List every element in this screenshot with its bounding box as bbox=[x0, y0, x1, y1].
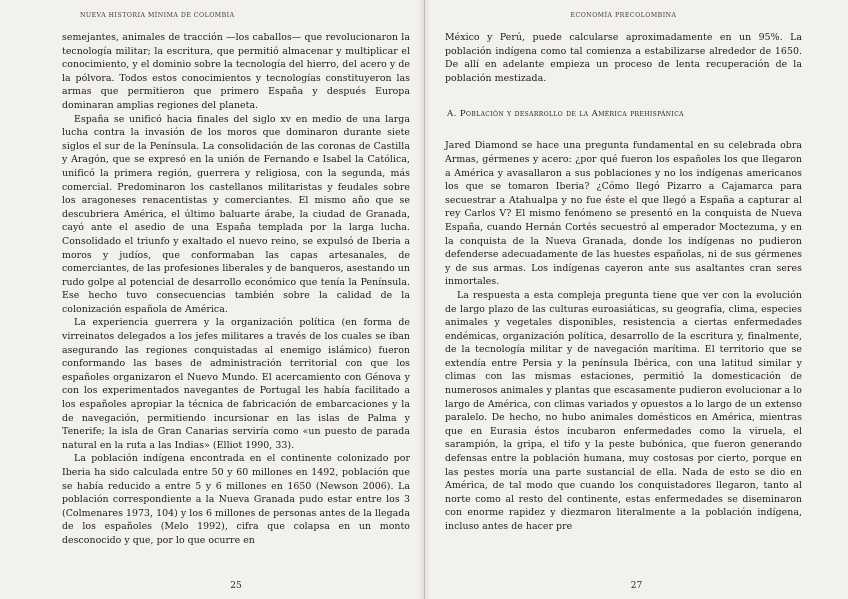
section-title: A. Población y desarrollo de la América prehispánica bbox=[447, 109, 684, 120]
paragraph: La respuesta a esta compleja pregunta tiene que ver con la evolución de largo plazo de las culturas euroasiáticas, su geografía, clima, especies animales y vegetales disponibles, resistencia a ciertas enfermedades endémicas, organización política, desarrollo de la escritura y, finalmente, de la tecnología militar y de navegación marítima. El territorio que se extendía entre Persia y la península Ibérica, con una latitud similar y climas con las mismas estaciones, permitió la domesticación de numerosos animales y plantas que escasamente pudieron evolucionar a lo largo de América, con climas variados y opuestos a lo largo de un extenso paralelo. De hecho, no hubo animales domésticos en América, mientras que en Eurasia éstos incubaron enfermedades como la viruela, el sarampión, la gripa, el tifo y la peste bubónica, que fueron generando defensas entre la población humana, muy costosas por cierto, porque en las pestes moría una parte sustancial de ella. Nada de esto se dio en América, de tal modo que cuando los conquistadores llegaron, tanto al norte como al resto del continente, estas enfermedades se diseminaron con enorme rapidez y diezmaron literalmente a la población indígena, incluso antes de hacer pre bbox=[445, 289, 802, 532]
paragraph: La experiencia guerrera y la organización política (en forma de virreinatos delegados a los jefes militares a través de los cuales se iban asegurando las regiones conquistadas al enemigo islámico) fueron conformando las bases de administración territorial con que los españoles organizaron el Nuevo Mundo. El acercamiento con Génova y con los experimentados navegantes de Portugal les había facilitado a los españoles apropiar la técnica de fabricación de embarcaciones y la de navegación, permitiendo incursionar en las islas de Palma y Tenerife; la isla de Gran Canarias serviría como «un puesto de parada natural en la ruta a las Indias» (Elliot 1990, 33). bbox=[62, 317, 410, 451]
paragraph: semejantes, animales de tracción —los caballos— que revolucionaron la tecnología militar; la escritura, que permitió almacenar y multiplicar el conocimiento, y el dominio sobre la tecnología del hierro, del acero y de la pólvora. Todos estos conocimientos y tecnologías constituyeron las armas que permitieron que primero España y después Europa dominaran amplias regiones del planeta. bbox=[62, 32, 410, 111]
running-head-left: NUEVA HISTORIA MÍNIMA DE COLOMBIA bbox=[80, 12, 235, 19]
running-head-right: ECONOMÍA PRECOLOMBINA bbox=[570, 12, 677, 19]
paragraph: México y Perú, puede calcularse aproximadamente en un 95%. La población indígena como tal comienza a estabilizarse alrededor de 1650. De allí en adelante empieza un proceso de lenta recuperación de la población mestizada. bbox=[445, 32, 802, 84]
left-page-text bbox=[62, 31, 410, 548]
paragraph: España se unificó hacia finales del siglo xv en medio de una larga lucha contra la invasión de los moros que dominaron durante siete siglos el sur de la Península. La consolidación de las coronas de Castilla y Aragón, que se expresó en la unión de Fernando e Isabel la Católica, unificó la primera región, guerrera y religiosa, con la segunda, más comercial. Predominaron los castellanos militaristas y feudales sobre los aragoneses renacentistas y comerciantes. El mismo año que se descubriera América, el último baluarte árabe, la ciudad de Granada, cayó ante el asedio de una España templada por la larga lucha. Consolidado el triunfo y exaltado el nuevo reino, se expulsó de Iberia a moros y judíos, que conformaban las capas artesanales, de comerciantes, de las profesiones liberales y de banqueros, asestando un rudo golpe al potencial de desarrollo económico que tenía la Península. Ese hecho tuvo consecuencias también sobre la calidad de la colonización española de América. bbox=[62, 113, 410, 315]
page-number-left: 25 bbox=[230, 581, 242, 591]
paragraph: La población indígena encontrada en el continente colonizado por Iberia ha sido calculada entre 50 y 60 millones en 1492, población que se había reducido a entre 5 y 6 millones en 1650 (Newson 2006). La población correspondiente a la Nueva Granada pudo estar entre los 3 (Colmenares 1973, 104) y los 6 millones de personas antes de la llegada de los españoles (Melo 1992), cifra que colapsa en un monto desconocido y que, por lo que ocurre en bbox=[62, 453, 410, 546]
right-page bbox=[424, 0, 848, 599]
right-page-text bbox=[445, 31, 802, 534]
page-number-right: 27 bbox=[630, 581, 643, 591]
paragraph: Jared Diamond se hace una pregunta fundamental en su celebrada obra Armas, gérmenes y acero: ¿por qué fueron los españoles los que llegaron a América y avasallaron a sus poblaciones y no los indígenas americanos los que se tomaron Iberia? ¿Cómo llegó Pizarro a Cajamarca para secuestrar a Atahualpa y no fue éste el que llegó a España a capturar al rey Carlos V? El mismo fenómeno se presentó en la conquista de Nueva España, cuando Hernán Cortés secuestró al emperador Moctezuma, y en la conquista de la Nueva Granada, donde los indígenas no pudieron defenderse adecuadamente de las huestes españolas, ni de sus gérmenes y de sus armas. Los indígenas cayeron ante sus asaltantes cran seres inmortales. bbox=[445, 140, 802, 288]
